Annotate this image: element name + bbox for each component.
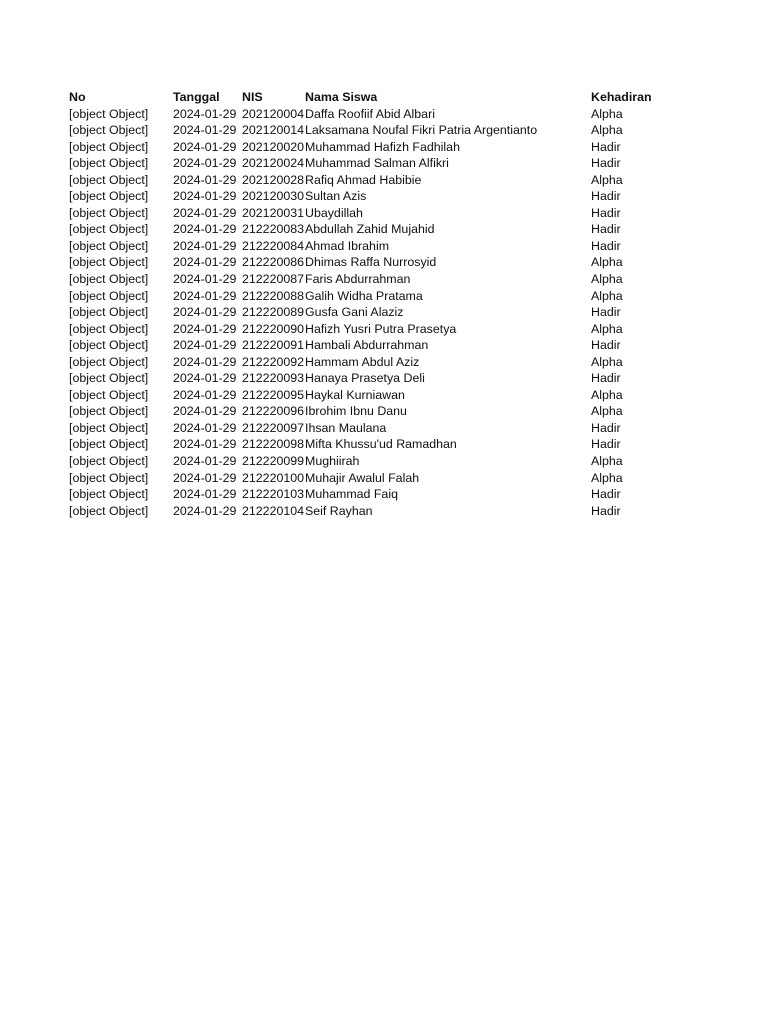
cell-nama-siswa: Mughiirah xyxy=(305,454,360,469)
cell-kehadiran: Alpha xyxy=(591,255,623,270)
header-nis: NIS xyxy=(242,90,263,104)
cell-tanggal: 2024-01-29 xyxy=(173,305,237,320)
cell-tanggal: 2024-01-29 xyxy=(173,371,237,386)
cell-tanggal: 2024-01-29 xyxy=(173,222,237,237)
cell-no: [object Object] xyxy=(69,139,149,154)
cell-no: [object Object] xyxy=(69,387,149,402)
cell-nama-siswa: Hammam Abdul Aziz xyxy=(305,354,420,369)
cell-no: [object Object] xyxy=(69,487,149,502)
cell-tanggal: 2024-01-29 xyxy=(173,454,237,469)
cell-tanggal: 2024-01-29 xyxy=(173,437,237,452)
cell-no: [object Object] xyxy=(69,156,149,171)
cell-nis: 212220084 xyxy=(242,238,305,253)
cell-no: [object Object] xyxy=(69,470,149,485)
cell-nis: 212220098 xyxy=(242,437,305,452)
cell-kehadiran: Alpha xyxy=(591,272,623,287)
cell-kehadiran: Hadir xyxy=(591,156,621,171)
cell-tanggal: 2024-01-29 xyxy=(173,139,237,154)
cell-tanggal: 2024-01-29 xyxy=(173,238,237,253)
cell-kehadiran: Alpha xyxy=(591,321,623,336)
cell-nis: 212220090 xyxy=(242,321,305,336)
cell-no: [object Object] xyxy=(69,371,149,386)
cell-nis: 212220086 xyxy=(242,255,305,270)
cell-kehadiran: Hadir xyxy=(591,437,621,452)
cell-nis: 212220099 xyxy=(242,454,305,469)
cell-kehadiran: Hadir xyxy=(591,205,621,220)
cell-nama-siswa: Muhammad Faiq xyxy=(305,487,398,502)
cell-no: [object Object] xyxy=(69,123,149,138)
cell-nama-siswa: Sultan Azis xyxy=(305,189,367,204)
cell-nama-siswa: Hafizh Yusri Putra Prasetya xyxy=(305,321,457,336)
cell-kehadiran: Alpha xyxy=(591,387,623,402)
cell-nis: 202120024 xyxy=(242,156,305,171)
cell-no: [object Object] xyxy=(69,189,149,204)
cell-nama-siswa: Abdullah Zahid Mujahid xyxy=(305,222,435,237)
cell-nama-siswa: Seif Rayhan xyxy=(305,503,373,518)
cell-nis: 212220093 xyxy=(242,371,305,386)
cell-kehadiran: Hadir xyxy=(591,238,621,253)
cell-no: [object Object] xyxy=(69,288,149,303)
cell-no: [object Object] xyxy=(69,272,149,287)
cell-kehadiran: Alpha xyxy=(591,172,623,187)
cell-kehadiran: Hadir xyxy=(591,371,621,386)
cell-tanggal: 2024-01-29 xyxy=(173,354,237,369)
cell-no: [object Object] xyxy=(69,338,149,353)
cell-nis: 212220103 xyxy=(242,487,305,502)
cell-nis: 212220095 xyxy=(242,387,305,402)
cell-nis: 212220097 xyxy=(242,420,305,435)
cell-nis: 212220092 xyxy=(242,354,305,369)
cell-kehadiran: Hadir xyxy=(591,189,621,204)
cell-kehadiran: Alpha xyxy=(591,354,623,369)
cell-no: [object Object] xyxy=(69,222,149,237)
cell-nama-siswa: Faris Abdurrahman xyxy=(305,272,411,287)
cell-nis: 212220088 xyxy=(242,288,305,303)
cell-no: [object Object] xyxy=(69,321,149,336)
cell-nis: 202120004 xyxy=(242,106,305,121)
cell-no: [object Object] xyxy=(69,420,149,435)
cell-kehadiran: Hadir xyxy=(591,503,621,518)
cell-tanggal: 2024-01-29 xyxy=(173,470,237,485)
cell-nis: 212220100 xyxy=(242,470,305,485)
cell-tanggal: 2024-01-29 xyxy=(173,106,237,121)
cell-nama-siswa: Daffa Roofiif Abid Albari xyxy=(305,106,435,121)
cell-nis: 212220089 xyxy=(242,305,305,320)
cell-tanggal: 2024-01-29 xyxy=(173,420,237,435)
cell-tanggal: 2024-01-29 xyxy=(173,272,237,287)
cell-no: [object Object] xyxy=(69,106,149,121)
cell-nama-siswa: Hanaya Prasetya Deli xyxy=(305,371,425,386)
header-kehadiran: Kehadiran xyxy=(591,90,652,104)
cell-no: [object Object] xyxy=(69,238,149,253)
cell-nama-siswa: Ibrohim Ibnu Danu xyxy=(305,404,407,419)
cell-kehadiran: Hadir xyxy=(591,420,621,435)
cell-no: [object Object] xyxy=(69,354,149,369)
cell-kehadiran: Hadir xyxy=(591,487,621,502)
cell-kehadiran: Alpha xyxy=(591,106,623,121)
cell-kehadiran: Alpha xyxy=(591,123,623,138)
cell-kehadiran: Hadir xyxy=(591,139,621,154)
cell-tanggal: 2024-01-29 xyxy=(173,338,237,353)
cell-kehadiran: Alpha xyxy=(591,470,623,485)
header-nama-siswa: Nama Siswa xyxy=(305,90,378,104)
cell-tanggal: 2024-01-29 xyxy=(173,404,237,419)
cell-tanggal: 2024-01-29 xyxy=(173,189,237,204)
cell-no: [object Object] xyxy=(69,205,149,220)
cell-tanggal: 2024-01-29 xyxy=(173,123,237,138)
cell-kehadiran: Hadir xyxy=(591,222,621,237)
cell-tanggal: 2024-01-29 xyxy=(173,255,237,270)
header-tanggal: Tanggal xyxy=(173,90,220,104)
cell-tanggal: 2024-01-29 xyxy=(173,156,237,171)
cell-no: [object Object] xyxy=(69,503,149,518)
cell-no: [object Object] xyxy=(69,454,149,469)
cell-nama-siswa: Ihsan Maulana xyxy=(305,420,387,435)
cell-nama-siswa: Ubaydillah xyxy=(305,205,363,220)
cell-tanggal: 2024-01-29 xyxy=(173,387,237,402)
cell-nis: 212220087 xyxy=(242,272,305,287)
cell-nis: 212220091 xyxy=(242,338,305,353)
cell-tanggal: 2024-01-29 xyxy=(173,205,237,220)
cell-nama-siswa: Rafiq Ahmad Habibie xyxy=(305,172,422,187)
cell-kehadiran: Alpha xyxy=(591,454,623,469)
cell-nama-siswa: Gusfa Gani Alaziz xyxy=(305,305,404,320)
cell-nama-siswa: Hambali Abdurrahman xyxy=(305,338,429,353)
cell-tanggal: 2024-01-29 xyxy=(173,487,237,502)
cell-kehadiran: Alpha xyxy=(591,288,623,303)
cell-kehadiran: Hadir xyxy=(591,338,621,353)
header-no: No xyxy=(69,90,86,104)
cell-nama-siswa: Mifta Khussu'ud Ramadhan xyxy=(305,437,457,452)
cell-tanggal: 2024-01-29 xyxy=(173,321,237,336)
cell-nama-siswa: Haykal Kurniawan xyxy=(305,387,405,402)
cell-nama-siswa: Muhammad Salman Alfikri xyxy=(305,156,449,171)
cell-no: [object Object] xyxy=(69,255,149,270)
cell-nama-siswa: Laksamana Noufal Fikri Patria Argentianto xyxy=(305,123,538,138)
cell-no: [object Object] xyxy=(69,437,149,452)
cell-nama-siswa: Muhajir Awalul Falah xyxy=(305,470,420,485)
cell-nis: 202120014 xyxy=(242,123,305,138)
cell-nis: 212220104 xyxy=(242,503,305,518)
cell-no: [object Object] xyxy=(69,172,149,187)
cell-nis: 202120028 xyxy=(242,172,305,187)
cell-nis: 202120030 xyxy=(242,189,305,204)
cell-nis: 212220083 xyxy=(242,222,305,237)
cell-tanggal: 2024-01-29 xyxy=(173,288,237,303)
cell-nama-siswa: Ahmad Ibrahim xyxy=(305,238,390,253)
cell-tanggal: 2024-01-29 xyxy=(173,503,237,518)
cell-tanggal: 2024-01-29 xyxy=(173,172,237,187)
cell-no: [object Object] xyxy=(69,305,149,320)
cell-nis: 202120031 xyxy=(242,205,305,220)
cell-no: [object Object] xyxy=(69,404,149,419)
cell-nis: 212220096 xyxy=(242,404,305,419)
cell-nama-siswa: Dhimas Raffa Nurrosyid xyxy=(305,255,437,270)
cell-kehadiran: Alpha xyxy=(591,404,623,419)
cell-kehadiran: Hadir xyxy=(591,305,621,320)
cell-nis: 202120020 xyxy=(242,139,305,154)
cell-nama-siswa: Muhammad Hafizh Fadhilah xyxy=(305,139,460,154)
cell-nama-siswa: Galih Widha Pratama xyxy=(305,288,423,303)
